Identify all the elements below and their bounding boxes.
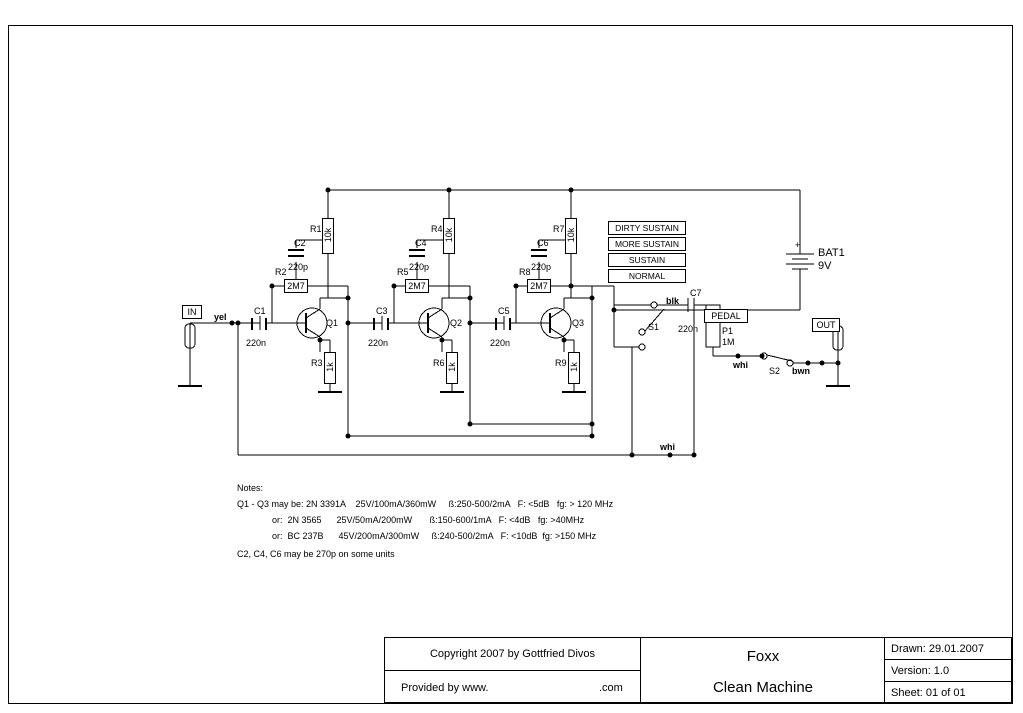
notes-line-4: C2, C4, C6 may be 270p on some units: [237, 549, 395, 559]
title-divider: [641, 638, 885, 704]
wire-label-yel: yel: [214, 312, 227, 322]
out-jack-label: OUT: [812, 318, 840, 332]
cap-c4-value: 220p: [409, 262, 430, 272]
title-sub: Clean Machine: [712, 678, 814, 696]
resistor-r8-body: 2M7: [527, 279, 551, 293]
mode-sustain: SUSTAIN: [608, 253, 686, 267]
resistor-r7-body: [565, 218, 577, 254]
cap-c2-value: 220p: [288, 262, 309, 272]
cap-c6-value: 220p: [531, 262, 552, 272]
resistor-r6-body: [446, 352, 458, 384]
battery-ref: BAT1: [818, 247, 845, 259]
version: Version: 1.0: [885, 660, 1013, 682]
provided-by-right: .com: [599, 681, 623, 694]
resistor-r2-ref: R2: [275, 267, 287, 277]
resistor-r1-ref: R1: [310, 224, 322, 234]
cap-c5-ref: C5: [498, 306, 510, 316]
resistor-r9-value: 1k: [569, 362, 579, 372]
resistor-r7-ref: R7: [553, 224, 565, 234]
transistor-q3-ref: Q3: [572, 318, 585, 328]
resistor-r4-ref: R4: [431, 224, 443, 234]
resistor-r9-body: [568, 352, 580, 384]
wire-label-whi-bottom: whi: [660, 442, 675, 452]
resistor-r5-body: 2M7: [405, 279, 429, 293]
cap-c1-value: 220n: [246, 338, 267, 348]
provided-by-divider: [385, 671, 641, 704]
resistor-r4-value: 10k: [444, 227, 454, 243]
resistor-r9-ref: R9: [555, 358, 567, 368]
cap-c5-value: 220n: [490, 338, 511, 348]
mode-list: [608, 221, 686, 285]
resistor-r3-value: 1k: [325, 362, 335, 372]
pot-ref: P1: [722, 326, 734, 336]
resistor-r1-value: 10k: [323, 227, 333, 243]
provided-by-left: Provided by www.: [401, 681, 489, 694]
pot-value: 1M: [722, 337, 735, 347]
cap-c3-ref: C3: [376, 306, 388, 316]
mode-normal: NORMAL: [608, 269, 686, 283]
wire-label-blk: blk: [666, 296, 680, 306]
resistor-r3-body: [324, 352, 336, 384]
drawn-date: Drawn: 29.01.2007: [885, 638, 1013, 660]
cap-c4-ref: C4: [415, 238, 427, 248]
transistor-q2-ref: Q2: [450, 318, 463, 328]
cap-c3-value: 220n: [368, 338, 389, 348]
notes-line-1: Q1 - Q3 may be: 2N 3391A 25V/100mA/360mW ß:250-500/2mA F: <5dB fg: > 120 MHz: [237, 499, 614, 509]
cap-c1-ref: C1: [254, 306, 266, 316]
in-jack-label: IN: [182, 305, 202, 319]
resistor-r7-value: 10k: [566, 227, 576, 243]
title-main: Foxx: [746, 647, 780, 665]
battery-value: 9V: [818, 260, 832, 272]
transistor-q1-ref: Q1: [326, 318, 339, 328]
resistor-r1-body: [322, 218, 334, 254]
notes-line-3: or: BC 237B 45V/200mA/300mW ß:240-500/2mA F: <10dB fg: >150 MHz: [237, 531, 597, 541]
cap-c7-value: 220n: [678, 324, 699, 334]
resistor-r3-ref: R3: [311, 358, 323, 368]
cap-c6-ref: C6: [537, 238, 549, 248]
cap-c7-ref: C7: [690, 288, 702, 298]
cap-c2-ref: C2: [294, 238, 306, 248]
sheet-number: Sheet: 01 of 01: [891, 687, 966, 699]
notes-heading: Notes:: [237, 483, 264, 493]
resistor-r8-ref: R8: [519, 267, 531, 277]
title-block: [384, 637, 1012, 703]
wire-label-whi-pedal: whi: [733, 360, 748, 370]
resistor-r4-body: [443, 218, 455, 254]
notes-line-2: or: 2N 3565 25V/50mA/200mW ß:150-600/1mA F: <4dB fg: >40MHz: [237, 515, 585, 525]
battery-plus: +: [795, 240, 801, 250]
copyright-text: Copyright 2007 by Gottfried Divos: [385, 638, 641, 671]
mode-more-sustain: MORE SUSTAIN: [608, 237, 686, 251]
resistor-r6-value: 1k: [447, 362, 457, 372]
resistor-r2-body: 2M7: [284, 279, 308, 293]
mode-dirty-sustain: DIRTY SUSTAIN: [608, 221, 686, 235]
resistor-r5-ref: R5: [397, 267, 409, 277]
wire-label-bwn: bwn: [792, 366, 810, 376]
switch-s2-ref: S2: [769, 366, 781, 376]
switch-s1-ref: S1: [648, 322, 660, 332]
pedal-label: PEDAL: [704, 309, 748, 323]
resistor-r6-ref: R6: [433, 358, 445, 368]
